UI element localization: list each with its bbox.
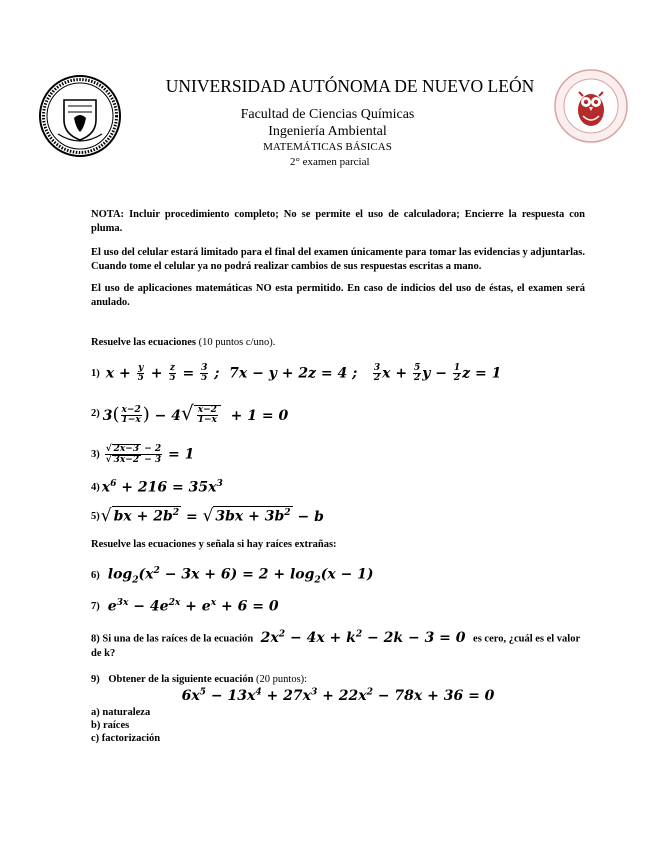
equation-2: 3( $\frac{x-2}{1-x}$ ) − 4√ $\frac{x-2}{1-x}$ + 1 = 0 (102, 400, 289, 426)
note-2: El uso del celular estará limitado para el final del examen únicamente para tomar las evidencias y adjuntarlas. Cuando tome el celular ya no podrá realizar cambios de sus respuestas escritas a mano. (91, 247, 585, 272)
problem-9-heading (91, 674, 307, 685)
faculty-name: Facultad de Ciencias Químicas (240, 107, 415, 122)
section-1-heading (91, 337, 275, 348)
problem-9-title: Obtener de la siguiente ecuación (108, 674, 254, 685)
problem-number: 4) (91, 481, 100, 493)
problem-9-item-b: b) raíces (91, 720, 130, 731)
equation-4: $x^6 + 216 = 35x^3$ (101, 478, 223, 496)
problem-8-text-after: es cero, ¿cuál es el valor de k? (91, 633, 580, 659)
problem-5 (91, 504, 324, 528)
university-title: UNIVERSIDAD AUTÓNOMA DE NUEVO LEÓN (165, 76, 535, 96)
problem-number: 3) (91, 448, 100, 460)
problem-number: 1) (91, 367, 100, 379)
problem-9-equation-line (91, 686, 585, 705)
problem-3 (91, 438, 194, 470)
equation-7: $e^{3x} - 4e^{2x} + e^x + 6 = 0$ (107, 597, 279, 615)
problem-4 (91, 476, 223, 498)
equation-3: $\frac{√ 2x-3 - 2}{√ 3x-2 - 3}$ = 1 (105, 443, 195, 465)
section-2-title: Resuelve las ecuaciones y señala si hay raíces extrañas: (91, 539, 337, 550)
note-3: El uso de aplicaciones matemáticas NO esta permitido. En caso de indicios del uso de éstas, el examen será anulado. (91, 283, 585, 308)
equation-6: $\log_2(x^2 - 3x + 6) = 2 + \log_2(x - 1)$ (107, 564, 374, 586)
problem-number: 8) (91, 633, 100, 645)
equation-5: √ bx + $2b^2$ = √ $3bx + 3b^2 - b$ (100, 506, 324, 526)
problem-number: 9) (91, 674, 100, 685)
problem-number: 5) (91, 510, 100, 522)
problem-1 (91, 358, 501, 388)
course-name: MATEMÁTICAS BÁSICAS (263, 141, 392, 153)
problem-8 (91, 627, 591, 661)
problem-8-text-before: Si una de las raíces de la ecuación (102, 633, 254, 645)
problem-2 (91, 396, 288, 430)
section-1-title: Resuelve las ecuaciones (91, 337, 196, 348)
equation-9: $6x^5 - 13x^4 + 27x^3 + 22x^2 - 78x + 36 = 0$ (181, 686, 495, 704)
problem-number: 7) (91, 600, 100, 612)
problem-7 (91, 595, 279, 617)
problem-9-item-a: a) naturaleza (91, 707, 151, 718)
section-1-points: (10 puntos c/uno). (198, 337, 276, 348)
problem-9-points: (20 puntos): (256, 674, 308, 685)
program-name: Ingeniería Ambiental (268, 124, 387, 139)
exam-name: 2° examen parcial (290, 156, 370, 168)
problem-9-item-c: c) factorización (91, 733, 161, 744)
problem-6 (91, 564, 374, 586)
uanl-seal-logo (38, 74, 122, 158)
note-1: NOTA: Incluir procedimiento completo; No se permite el uso de calculadora; Encierre la respuesta con pluma. (91, 209, 585, 234)
equation-1: x + $\frac{y}{5}$ + $\frac{z}{5}$ = $\frac{3}{5}$ ; 7x − y + 2z = 4 ; $\frac{3}{2}$ x + $\frac{5}{2}$ y − $\frac{1}{2}$ z = 1 (105, 362, 502, 383)
problem-number: 2) (91, 407, 100, 419)
problem-number: 6) (91, 569, 100, 581)
equation-8: $2x^2 - 4x + k^2 - 2k - 3 = 0$ (255, 628, 471, 646)
